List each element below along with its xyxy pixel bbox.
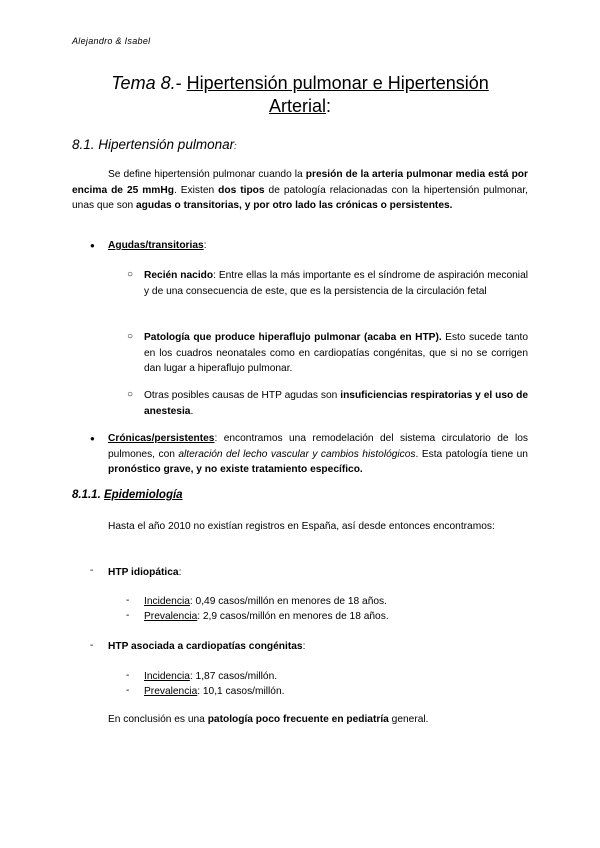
group-label: HTP asociada a cardiopatías congénitas (108, 641, 303, 652)
stat-key: Incidencia (144, 671, 190, 682)
hollow-bullet-icon: ○ (127, 269, 134, 280)
sub-bold: insuficiencias respiratorias y el uso de anestesia (144, 390, 528, 417)
group-label: HTP idiopática (108, 567, 179, 578)
section-heading-8-1-1 (72, 489, 183, 501)
hollow-bullet-icon: ○ (127, 331, 134, 342)
list-item-hiperaflujo (144, 330, 528, 377)
title-main: Hipertensión pulmonar e Hipertensión (186, 73, 489, 93)
title-colon: : (326, 96, 332, 116)
dash-bullet: - (126, 685, 130, 696)
list-item-prevalencia (144, 609, 389, 625)
title-line2: Arterial (268, 96, 326, 116)
list-item-otras-causas (144, 388, 528, 419)
filled-bullet-icon: ● (90, 241, 95, 250)
section-heading-8-1 (72, 137, 237, 152)
stat-value: : 2,9 casos/millón en menores de 18 años. (197, 611, 389, 622)
intro-paragraph (72, 167, 528, 214)
group-colon: : (178, 567, 182, 578)
intro-seg: de patología relacionadas con la hipertensión pulmonar, unas que son (72, 184, 528, 211)
intro-seg: presión de la arteria pulmonar media está por encima de 25 mmHg (72, 169, 528, 196)
intro-seg: Se define hipertensión pulmonar cuando la (108, 169, 306, 180)
section-heading-epidemiologia: Epidemiología (103, 489, 183, 501)
epidemiologia-intro: Hasta el año 2010 no existían registros en España, así desde entonces encontramos: (108, 521, 495, 532)
list-item-incidencia (144, 594, 387, 610)
dash-bullet: - (126, 595, 130, 606)
cronicas-bold: pronóstico grave, y no existe tratamiento específico. (108, 464, 363, 475)
section-number: 8.1.1. (72, 489, 104, 501)
conclusion-bold: patología poco frecuente en pediatría (207, 714, 389, 725)
stat-value: : 0,49 casos/millón en menores de 18 años. (189, 596, 387, 607)
cronicas-text2: . Esta patología tiene un (415, 448, 528, 460)
stat-key: Incidencia (144, 596, 190, 607)
dash-bullet: - (126, 610, 130, 621)
list-item-cronicas (108, 431, 528, 478)
sub-rest: : Entre ellas la más importante es el síndrome de aspiración meconial y de una consecuencia de este, que es la persistencia de la circulación fetal (144, 270, 528, 297)
cronicas-text1: : encontramos una remodelación del sistema circulatorio de los pulmones, con (108, 433, 528, 460)
dash-bullet: - (90, 565, 94, 576)
sub-pre: Otras posibles causas de HTP agudas son (144, 390, 341, 401)
title-dash: - (175, 73, 187, 93)
intro-seg: . Existen (173, 184, 219, 196)
sub-lead: Patología que produce hiperaflujo pulmonar (acaba en HTP). (144, 332, 442, 343)
sub-post: . (190, 405, 194, 417)
filled-bullet-icon: ● (90, 434, 95, 443)
section-heading-text: 8.1. Hipertensión pulmonar (72, 137, 235, 152)
agudas-colon: : (203, 240, 207, 251)
sub-lead: Recién nacido (144, 270, 214, 281)
list-item-prevalencia (144, 684, 284, 700)
dash-bullet: - (90, 640, 94, 651)
running-header: Alejandro & Isabel (72, 36, 151, 46)
stat-value: : 1,87 casos/millón. (189, 671, 278, 682)
page-title (60, 72, 540, 118)
sub-rest: Esto sucede tanto en los cuadros neonatales como en cardiopatías congénitas, que si no se corrigen dan lugar a hiperaflujo pulmonar. (144, 332, 528, 374)
section-heading-colon: : (234, 141, 237, 151)
list-item-recien-nacido (144, 268, 528, 299)
agudas-label: Agudas/transitorias (108, 240, 204, 251)
stat-key: Prevalencia (144, 686, 198, 697)
cronicas-italic: alteración del lecho vascular y cambios histológicos (178, 448, 416, 460)
title-prefix: Tema 8. (111, 73, 176, 93)
intro-seg: agudas o transitorias, y por otro lado las crónicas o persistentes. (136, 200, 453, 211)
conclusion-pre: En conclusión es una (108, 714, 208, 725)
hollow-bullet-icon: ○ (127, 389, 134, 400)
group-colon: : (302, 641, 306, 652)
group-htp-cardiopatias (108, 639, 305, 655)
stat-key: Prevalencia (144, 611, 198, 622)
dash-bullet: - (126, 670, 130, 681)
list-item-incidencia (144, 669, 277, 685)
cronicas-label: Crónicas/persistentes (108, 433, 215, 444)
conclusion-paragraph (108, 712, 429, 728)
conclusion-post: general. (388, 714, 429, 725)
intro-seg: dos tipos (218, 184, 265, 196)
stat-value: : 10,1 casos/millón. (197, 686, 285, 697)
list-item-agudas (108, 238, 528, 254)
group-htp-idiopatica (108, 565, 181, 581)
